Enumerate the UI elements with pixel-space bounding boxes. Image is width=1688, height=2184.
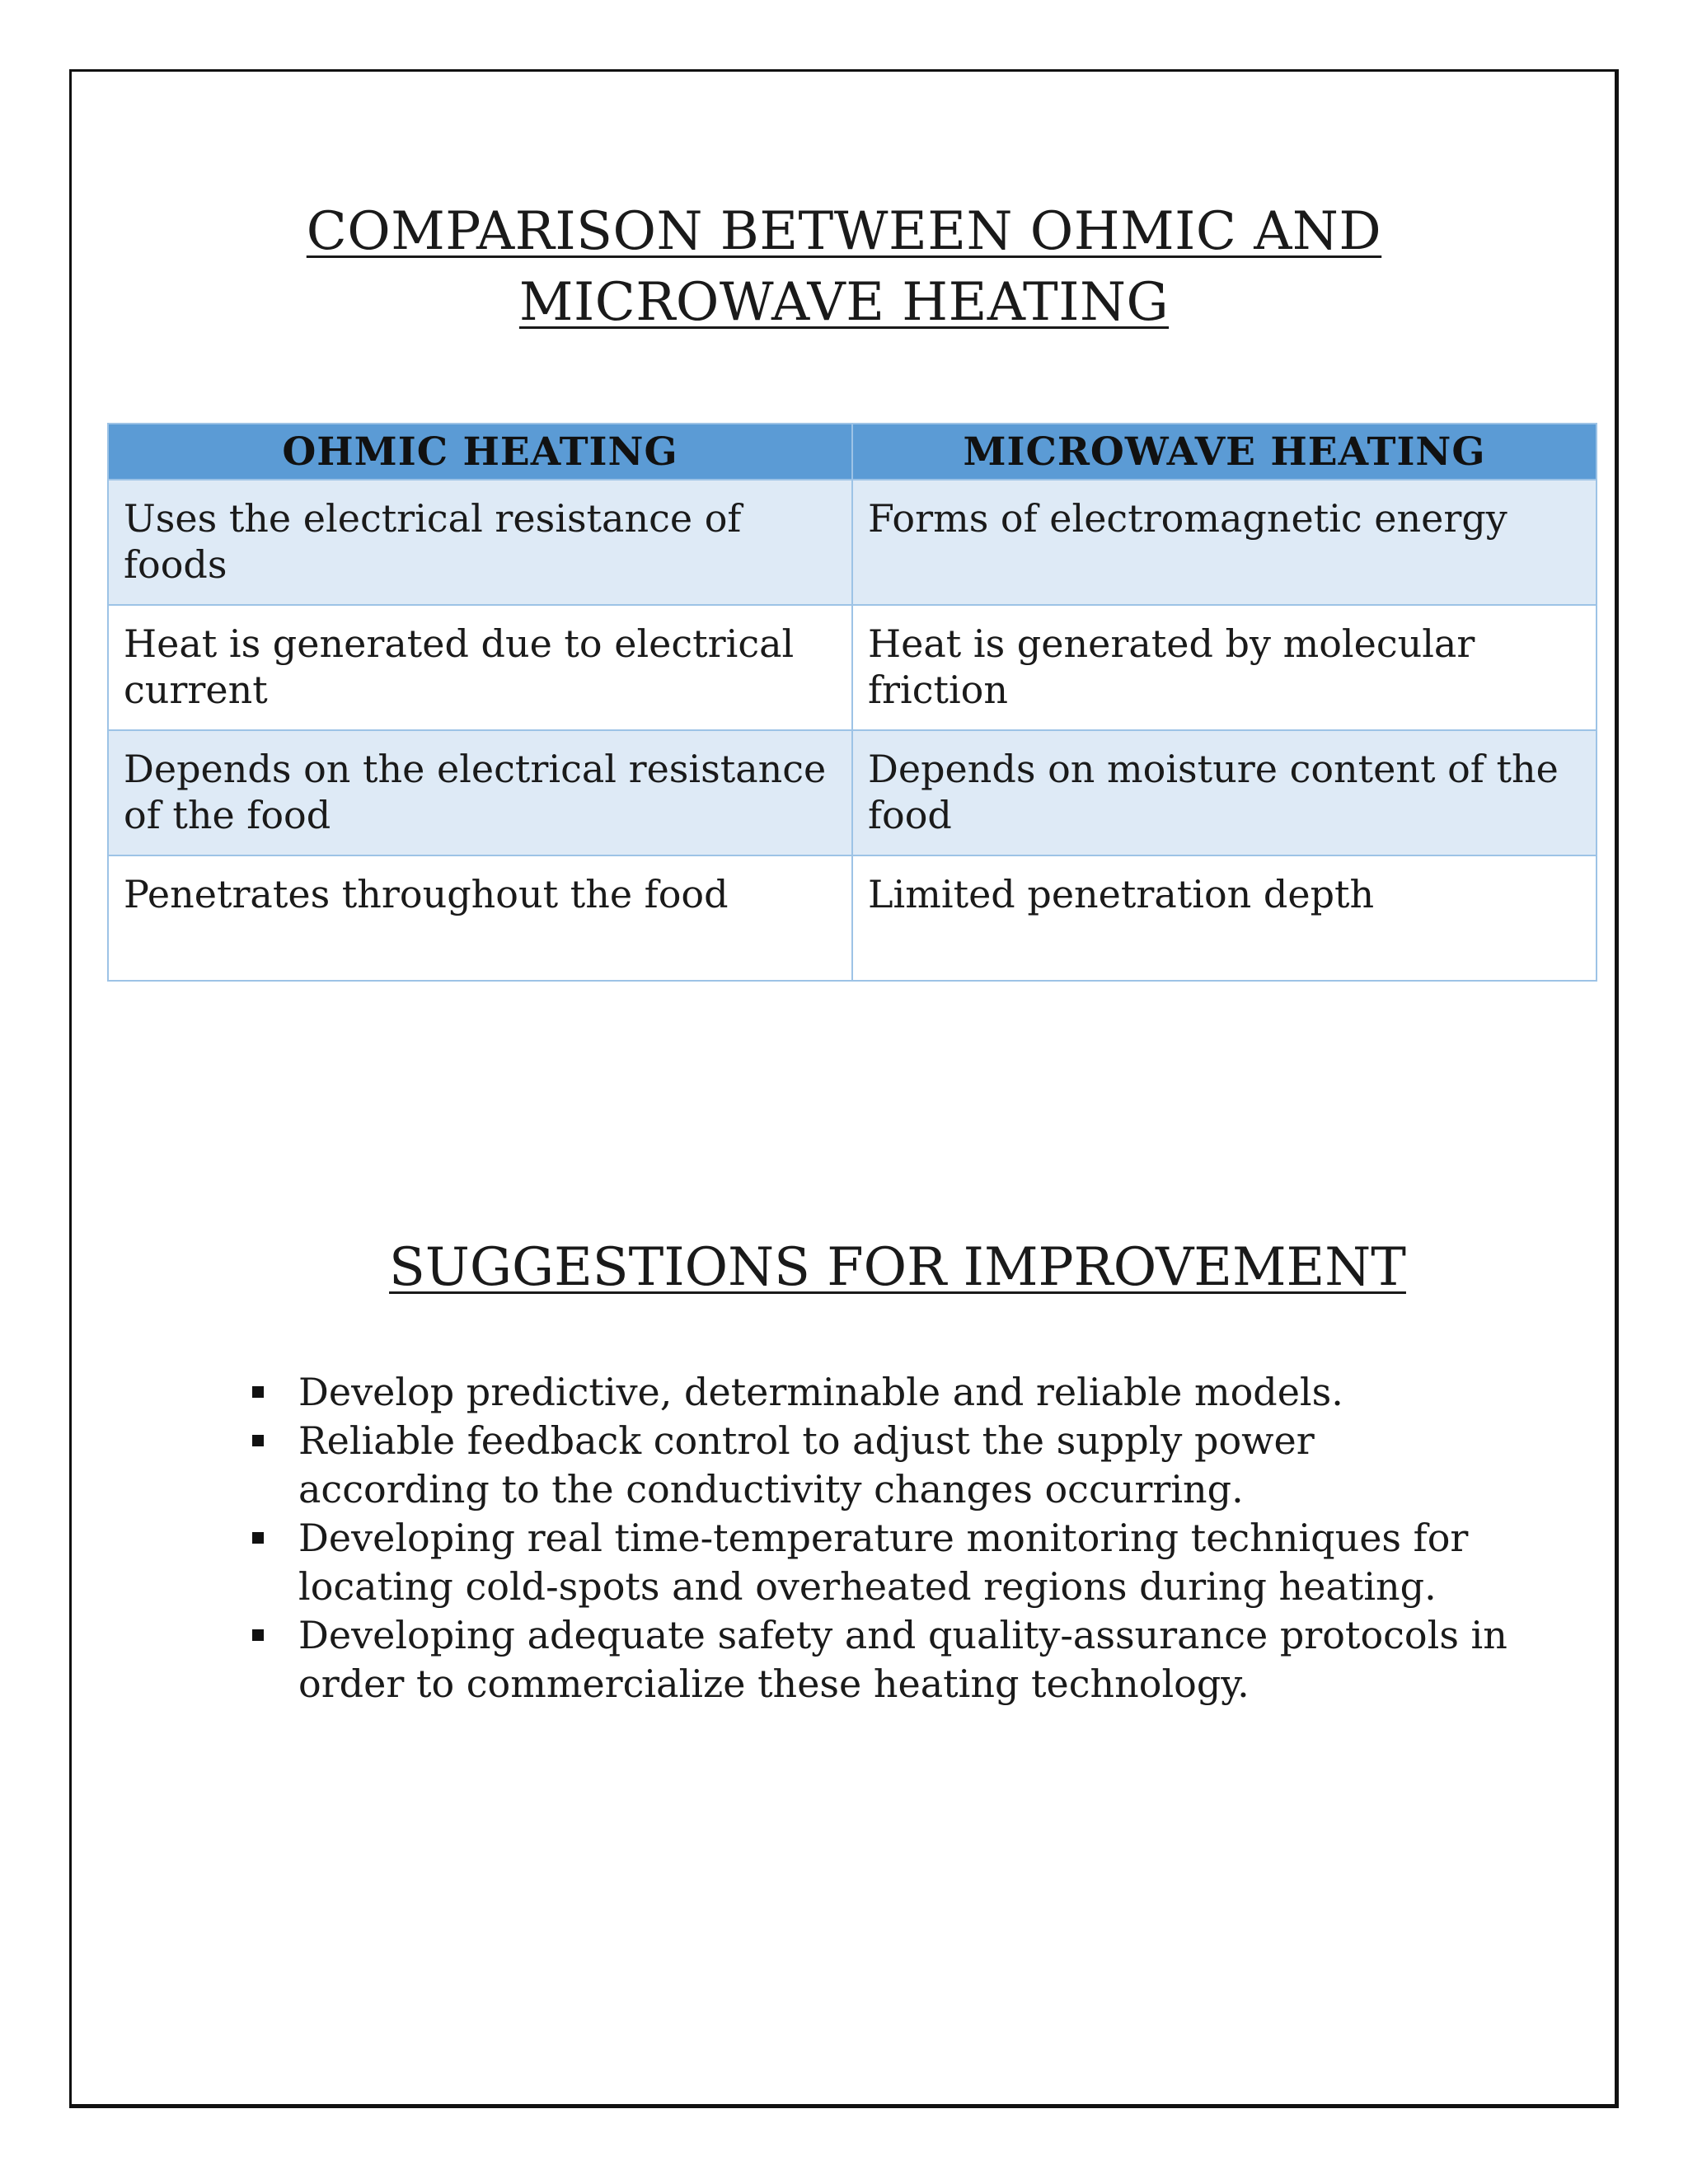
table-row	[108, 605, 1597, 730]
header-microwave: MICROWAVE HEATING	[852, 424, 1597, 480]
table-cell: Forms of electromagnetic energy	[852, 480, 1597, 605]
page-border	[69, 69, 1619, 2108]
list-item-text: Developing real time-temperature monitoring techniques for locating cold-spots and overheated regions during heating.	[298, 1516, 1469, 1609]
comparison-table	[107, 423, 1597, 982]
page-title	[69, 196, 1619, 338]
list-item-text: Develop predictive, determinable and reliable models.	[298, 1370, 1343, 1414]
table-cell: Depends on the electrical resistance of the food	[108, 730, 852, 855]
list-item-text: Reliable feedback control to adjust the supply power according to the conductivity changes occurring.	[298, 1418, 1315, 1511]
list-item	[247, 1368, 1517, 1417]
table-cell: Uses the electrical resistance of foods	[108, 480, 852, 605]
title-line-2: MICROWAVE HEATING	[518, 272, 1170, 333]
table-row	[108, 730, 1597, 855]
list-item	[247, 1417, 1517, 1514]
square-bullet-icon	[252, 1629, 264, 1641]
table-row	[108, 480, 1597, 605]
header-ohmic: OHMIC HEATING	[108, 424, 852, 480]
table-header-row	[108, 424, 1597, 480]
table-cell: Depends on moisture content of the food	[852, 730, 1597, 855]
table-cell: Limited penetration depth	[852, 855, 1597, 981]
square-bullet-icon	[252, 1435, 264, 1446]
list-item-text: Developing adequate safety and quality-assurance protocols in order to commercialize these heating technology.	[298, 1613, 1507, 1706]
suggestions-list	[247, 1368, 1517, 1708]
table-row	[108, 855, 1597, 981]
list-item	[247, 1514, 1517, 1611]
list-item	[247, 1611, 1517, 1708]
square-bullet-icon	[252, 1532, 264, 1544]
square-bullet-icon	[252, 1386, 264, 1398]
table-cell: Heat is generated by molecular friction	[852, 605, 1597, 730]
suggestions-heading	[69, 1232, 1619, 1303]
table-cell: Penetrates throughout the food	[108, 855, 852, 981]
table-cell: Heat is generated due to electrical current	[108, 605, 852, 730]
suggestions-heading-text: SUGGESTIONS FOR IMPROVEMENT	[389, 1237, 1406, 1298]
title-line-1: COMPARISON BETWEEN OHMIC AND	[306, 201, 1382, 262]
